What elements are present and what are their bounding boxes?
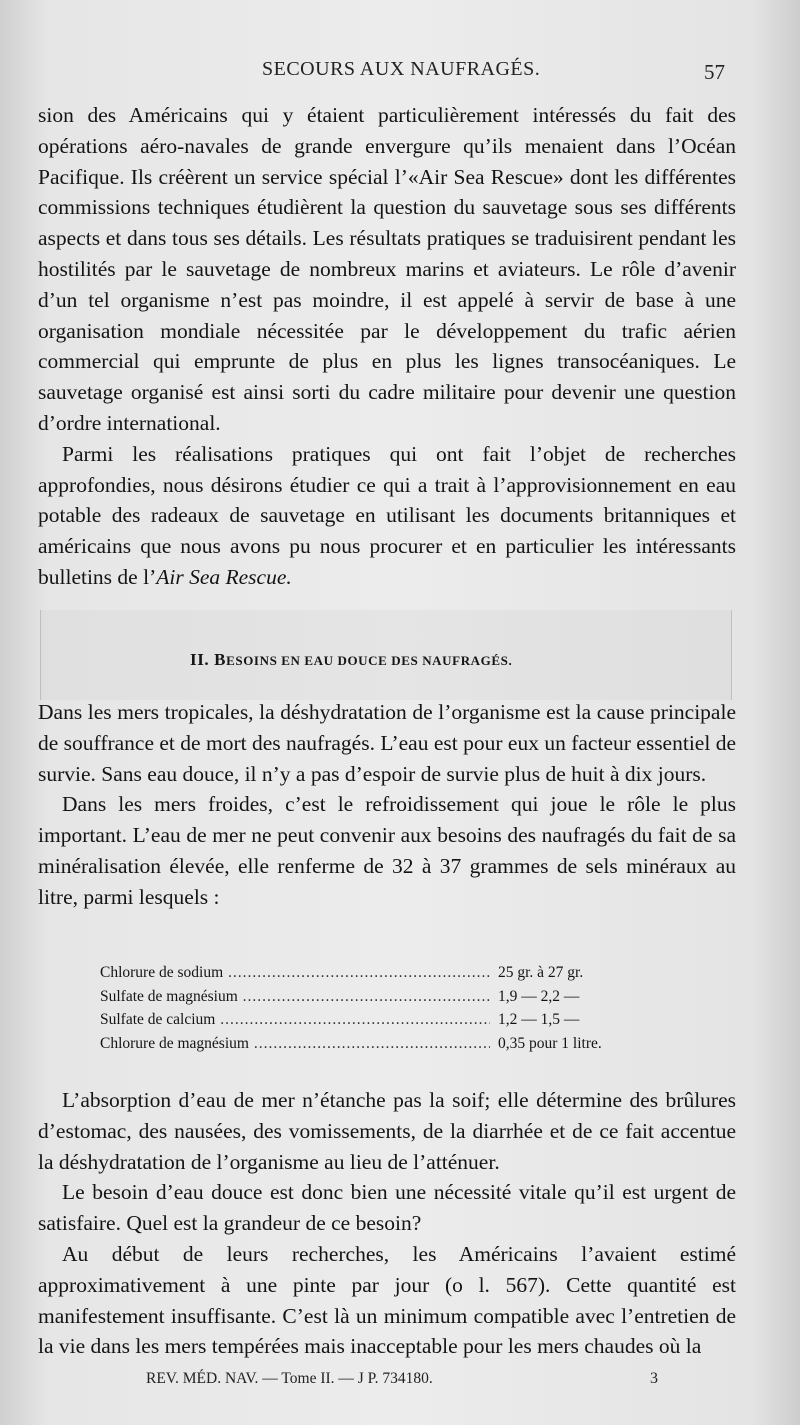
- paragraph-1: sion des Américains qui y étaient particulièrement intéressés du fait des opérations aéro-navales de grande envergure qu’ils menaient dans l’Océan Pacifique. Ils créèrent un service spécial l’«Air Sea Rescue» dont les différentes commissions techniques étudièrent la question du sauvetage sous ses différents aspects et dans tous ses détails. Les résultats pratiques se traduisirent pendant les hostilités par le sauvetage de nombreux marins et aviateurs. Le rôle d’avenir d’un tel organisme n’est pas moindre, il est appelé à servir de base à une organisation mondiale nécessitée par le développement du trafic aérien commercial qui emprunte de plus en plus les lignes transocéaniques. Le sauvetage organisé est ainsi sorti du cadre militaire pour devenir une question d’ordre international.: [38, 103, 736, 435]
- mineral-amount: 0,35 pour 1 litre.: [498, 1035, 602, 1053]
- paragraph-5: L’absorption d’eau de mer n’étanche pas la soif; elle détermine des brûlures d’estomac, des nausées, des vomissements, de la diarrhée et de ce fait accentue la déshydratation de l’organisme au lieu de l’atténuer.: [38, 1088, 736, 1174]
- body-text-middle: [38, 697, 736, 913]
- paragraph-7: Au début de leurs recherches, les Américains l’avaient estimé approximativement à une pinte par jour (o l. 567). Cette quantité est manifestement insuffisante. C’est là un minimum compatible avec l’entretien de la vie dans les mers tempérées mais inacceptable pour les mers chaudes où la: [38, 1241, 736, 1359]
- mineral-amount: 25 gr. à 27 gr.: [498, 964, 584, 981]
- paragraph-4: Dans les mers froides, c’est le refroidissement qui joue le rôle le plus important. L’eau de mer ne peut convenir aux besoins des naufragés du fait de sa minéralisation élevée, elle renferme de 32 à 37 grammes de sels minéraux au litre, parmi lesquels :: [38, 792, 736, 909]
- mineral-row: [100, 964, 680, 988]
- page-footer: [0, 1370, 800, 1394]
- page-number: 57: [704, 60, 725, 84]
- running-title: SECOURS AUX NAUFRAGÉS.: [262, 58, 541, 80]
- paragraph-2-text: Parmi les réalisations pratiques qui ont fait l’objet de recherches approfondies, nous désirons étudier ce qui a trait à l’approvisionnement en eau potable des radeaux de sauvetage en utilisant les documents britanniques et américains que nous avons pu nous procurer et en particulier les intéressants bulletins de l’: [38, 441, 736, 589]
- section-title-rest: ESOINS EN EAU DOUCE DES NAUFRAGÉS.: [226, 653, 513, 668]
- paragraph-3: Dans les mers tropicales, la déshydratation de l’organisme est la cause principale de souffrance et de mort des naufragés. L’eau est pour eux un facteur essentiel de survie. Sans eau douce, il n’y a pas d’espoir de survie plus de huit à dix jours.: [38, 700, 736, 786]
- sheet-number: 3: [650, 1370, 658, 1387]
- paragraph-2: [38, 439, 736, 593]
- mineral-name: Sulfate de magnésium .....: [100, 988, 490, 1006]
- mineral-row: [100, 1011, 680, 1035]
- section-title-initial: B: [214, 650, 227, 669]
- body-text-bottom: [38, 1085, 736, 1362]
- mineral-amount: 1,2 — 1,5 —: [498, 1011, 580, 1029]
- mineral-name: Sulfate de calcium .....: [100, 1011, 490, 1029]
- page-header: [0, 58, 800, 88]
- section-number: II.: [190, 650, 210, 669]
- printer-reference: REV. MÉD. NAV. — Tome II. — J P. 734180.: [146, 1370, 433, 1387]
- section-heading: [190, 650, 512, 670]
- mineral-name: Chlorure de magnésium .....: [100, 1035, 490, 1053]
- mineral-amount: 1,9 — 2,2 —: [498, 987, 580, 1005]
- body-text-top: [38, 100, 736, 593]
- mineral-row: [100, 1035, 680, 1059]
- air-sea-rescue-title: Air Sea Rescue.: [156, 564, 292, 589]
- mineral-name: Chlorure de sodium .....: [100, 964, 490, 982]
- mineral-list: [100, 964, 680, 1059]
- mineral-row: [100, 988, 680, 1012]
- paragraph-6: Le besoin d’eau douce est donc bien une nécessité vitale qu’il est urgent de satisfaire. Quel est la grandeur de ce besoin?: [38, 1180, 736, 1236]
